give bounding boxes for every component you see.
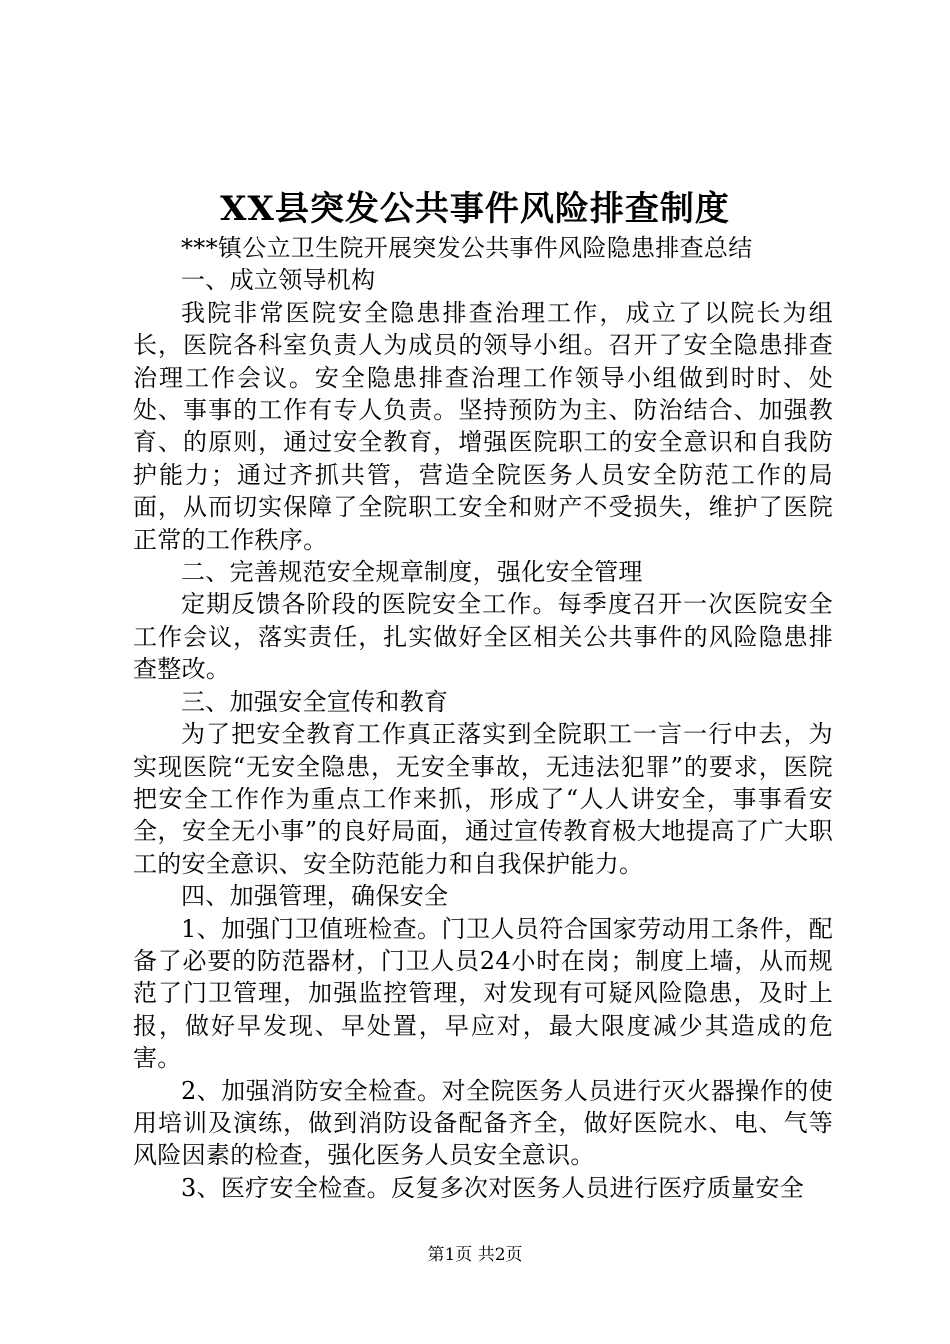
- list-item-1: 1、加强门卫值班检查。门卫人员符合国家劳动用工条件，配备了必要的防范器材，门卫人员24小时在岗；制度上墙，从而规范了门卫管理，加强监控管理，对发现有可疑风险隐患，及时上报，做好早发现、早处置，早应对，最大限度减少其造成的危害。: [133, 914, 833, 1073]
- paragraph-3: 为了把安全教育工作真正落实到全院职工一言一行中去，为实现医院“无安全隐患，无安全事故，无违法犯罪”的要求，医院把安全工作作为重点工作来抓，形成了“人人讲安全，事事看安全，安全无小事”的良好局面，通过宣传教育极大地提高了广大职工的安全意识、安全防范能力和自我保护能力。: [133, 720, 833, 878]
- section-heading-2: 二、完善规范安全规章制度，强化安全管理: [181, 558, 643, 587]
- list-item-2: 2、加强消防安全检查。对全院医务人员进行灭火器操作的使用培训及演练，做到消防设备配备齐全，做好医院水、电、气等风险因素的检查，强化医务人员安全意识。: [133, 1076, 833, 1170]
- paragraph-1: 我院非常医院安全隐患排查治理工作，成立了以院长为组长，医院各科室负责人为成员的领导小组。召开了安全隐患排查治理工作会议。安全隐患排查治理工作领导小组做到时时、处处、事事的工作有专人负责。坚持预防为主、防治结合、加强教育、的原则，通过安全教育，增强医院职工的安全意识和自我防护能力；通过齐抓共管，营造全院医务人员安全防范工作的局面，从而切实保障了全院职工安全和财产不受损失，维护了医院正常的工作秩序。: [133, 298, 833, 554]
- page-number-footer: 第1页 共2页: [427, 1245, 523, 1265]
- document-title: XX县突发公共事件风险排查制度: [220, 189, 730, 229]
- section-heading-4: 四、加强管理，确保安全: [181, 882, 449, 911]
- document-body: [133, 232, 833, 1204]
- list-item-3: 3、医疗安全检查。反复多次对医务人员进行医疗质量安全: [181, 1173, 805, 1202]
- section-heading-3: 三、加强安全宣传和教育: [181, 687, 449, 716]
- section-heading-1: 一、成立领导机构: [181, 266, 376, 295]
- paragraph-2: 定期反馈各阶段的医院安全工作。每季度召开一次医院安全工作会议，落实责任，扎实做好全区相关公共事件的风险隐患排查整改。: [133, 590, 833, 684]
- document-subtitle: ***镇公立卫生院开展突发公共事件风险隐患排查总结: [181, 234, 753, 262]
